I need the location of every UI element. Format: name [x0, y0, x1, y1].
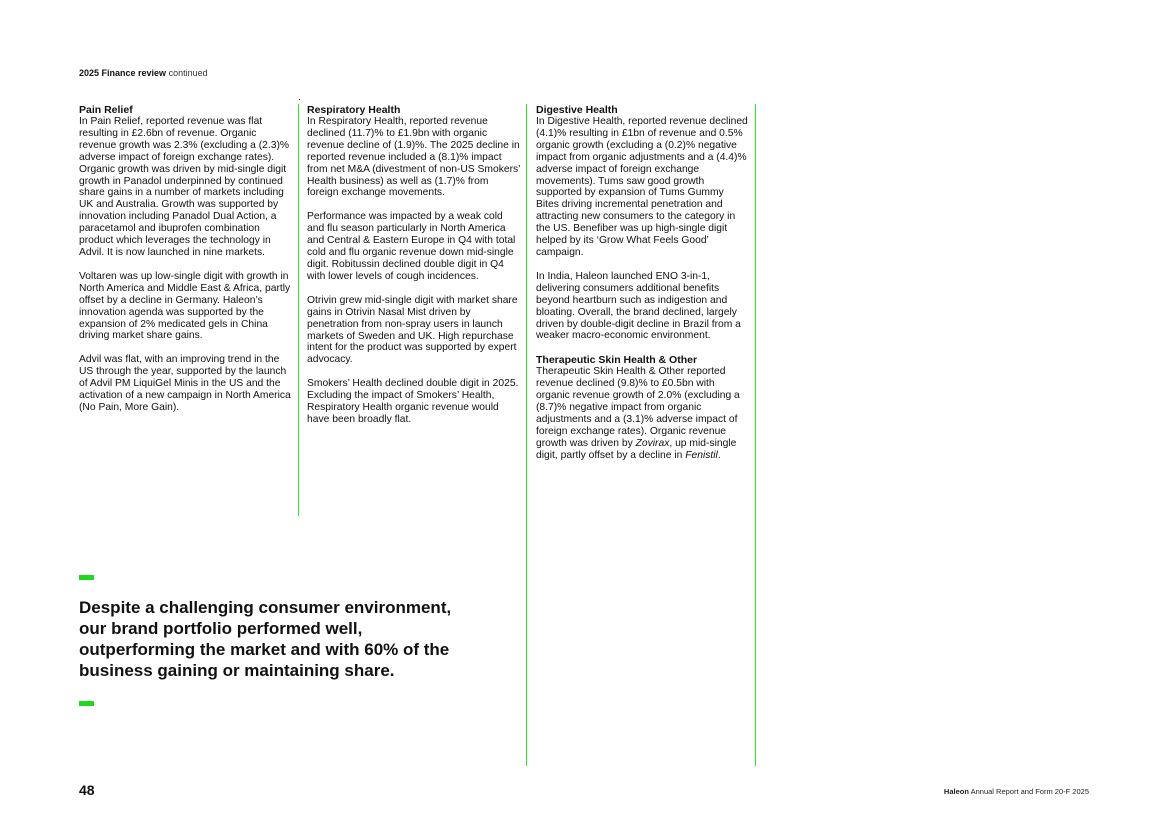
footer-brand: Haleon — [943, 787, 969, 796]
column-divider — [526, 104, 527, 766]
pull-quote: Despite a challenging consumer environment, our brand portfolio performed well, outperforming the market and with 60% of the business gaining or maintaining share. — [79, 598, 452, 680]
therapeutic-skin-paragraph — [536, 366, 748, 461]
column-divider — [298, 104, 299, 516]
pain-relief-column — [79, 104, 291, 426]
respiratory-health-paragraph: Otrivin grew mid-single digit with market share gains in Otrivin Nasal Mist driven by penetration from non-spray users in launch markets of Sweden and UK. High repurchase intent for the product was supported by expert advocacy. — [307, 294, 518, 366]
respiratory-health-column — [307, 104, 521, 438]
therapeutic-skin-text: , up mid-single digit, partly offset by a decline in — [536, 437, 737, 461]
brand-name: Zovirax — [635, 437, 670, 449]
therapeutic-skin-text: Therapeutic Skin Health & Other reported revenue declined (9.8)% to £0.5bn with organic revenue growth of 2.0% (excluding a (8.7)% negative impact from organic adjustments and a (3.1)% adverse impact of foreign exchange rates). Organic revenue growth was driven by — [536, 366, 740, 449]
section-title: 2025 Finance review — [79, 68, 167, 78]
quote-accent-mark — [79, 575, 94, 580]
respiratory-health-paragraph: Smokers’ Health declined double digit in 2025. Excluding the impact of Smokers’ Health, Respiratory Health organic revenue would have been broadly flat. — [307, 378, 519, 425]
digestive-health-column — [536, 104, 748, 474]
quote-accent-mark — [79, 701, 94, 706]
digestive-health-paragraph: In India, Haleon launched ENO 3-in-1, delivering consumers additional benefits beyond heartburn such as indigestion and bloating. Overall, the brand declined, largely driven by double-digit decline in Brazil from a weaker macro-economic environment. — [536, 270, 741, 342]
respiratory-health-paragraph: Performance was impacted by a weak cold and flu season particularly in North America and Central & Eastern Europe in Q4 with total cold and flu organic revenue down mid-single digit. Robitussin declined double digit in Q4 with lower levels of cough incidences. — [307, 211, 516, 282]
respiratory-health-paragraph: In Respiratory Health, reported revenue declined (11.7)% to £1.9bn with organic revenue decline of (1.9)%. The 2025 decline in reported revenue included a (8.1)% impact from net M&A (divestment of non-US Smokers’ Health business) as well as (1.7)% from foreign exchange movements. — [307, 116, 521, 199]
stray-dot — [299, 99, 300, 100]
column-divider — [755, 104, 756, 766]
brand-name: Fenistil — [685, 449, 718, 461]
section-header — [79, 68, 208, 78]
pain-relief-heading: Pain Relief — [79, 104, 133, 116]
therapeutic-skin-text: . — [717, 449, 721, 461]
digestive-health-heading: Digestive Health — [536, 104, 618, 116]
pain-relief-paragraph: Voltaren was up low-single digit with growth in North America and Middle East & Africa, partly offset by a decline in Germany. Haleon’s innovation agenda was supported by the expansion of 2% medicated gels in China driving market share gains. — [79, 270, 291, 342]
footer-title: Annual Report and Form 20-F 2025 — [970, 787, 1089, 796]
respiratory-health-heading: Respiratory Health — [307, 104, 401, 116]
footer — [944, 787, 1089, 796]
therapeutic-skin-heading: Therapeutic Skin Health & Other — [536, 354, 698, 367]
pain-relief-paragraph: Advil was flat, with an improving trend in the US through the year, supported by the launch of Advil PM LiquiGel Minis in the US and the activation of a new campaign in North America (No Pain, More Gain). — [79, 354, 291, 413]
page-number: 48 — [79, 782, 95, 798]
digestive-health-paragraph: In Digestive Health, reported revenue declined (4.1)% resulting in £1bn of revenue and 0.5% organic growth (excluding a (0.2)% negative impact from organic adjustments and a (4.4)% adverse impact of foreign exchange movements). Tums saw good growth supported by expansion of Tums Gummy Bites driving incremental penetration and attracting new consumers to the category in the US. Benefiber was up high-single digit helped by its ‘Grow What Feels Good’ campaign. — [536, 116, 748, 258]
pain-relief-paragraph: In Pain Relief, reported revenue was flat resulting in £2.6bn of revenue. Organic revenue growth was 2.3% (excluding a (2.3)% adverse impact of foreign exchange rates). Organic growth was driven by mid-single digit growth in Panadol underpinned by continued share gains in a number of markets including UK and Australia. Growth was supported by innovation including Panadol Dual Action, a paracetamol and ibuprofen combination product which leverages the technology in Advil. It is now launched in nine markets. — [79, 116, 290, 258]
section-continued: continued — [168, 68, 208, 78]
